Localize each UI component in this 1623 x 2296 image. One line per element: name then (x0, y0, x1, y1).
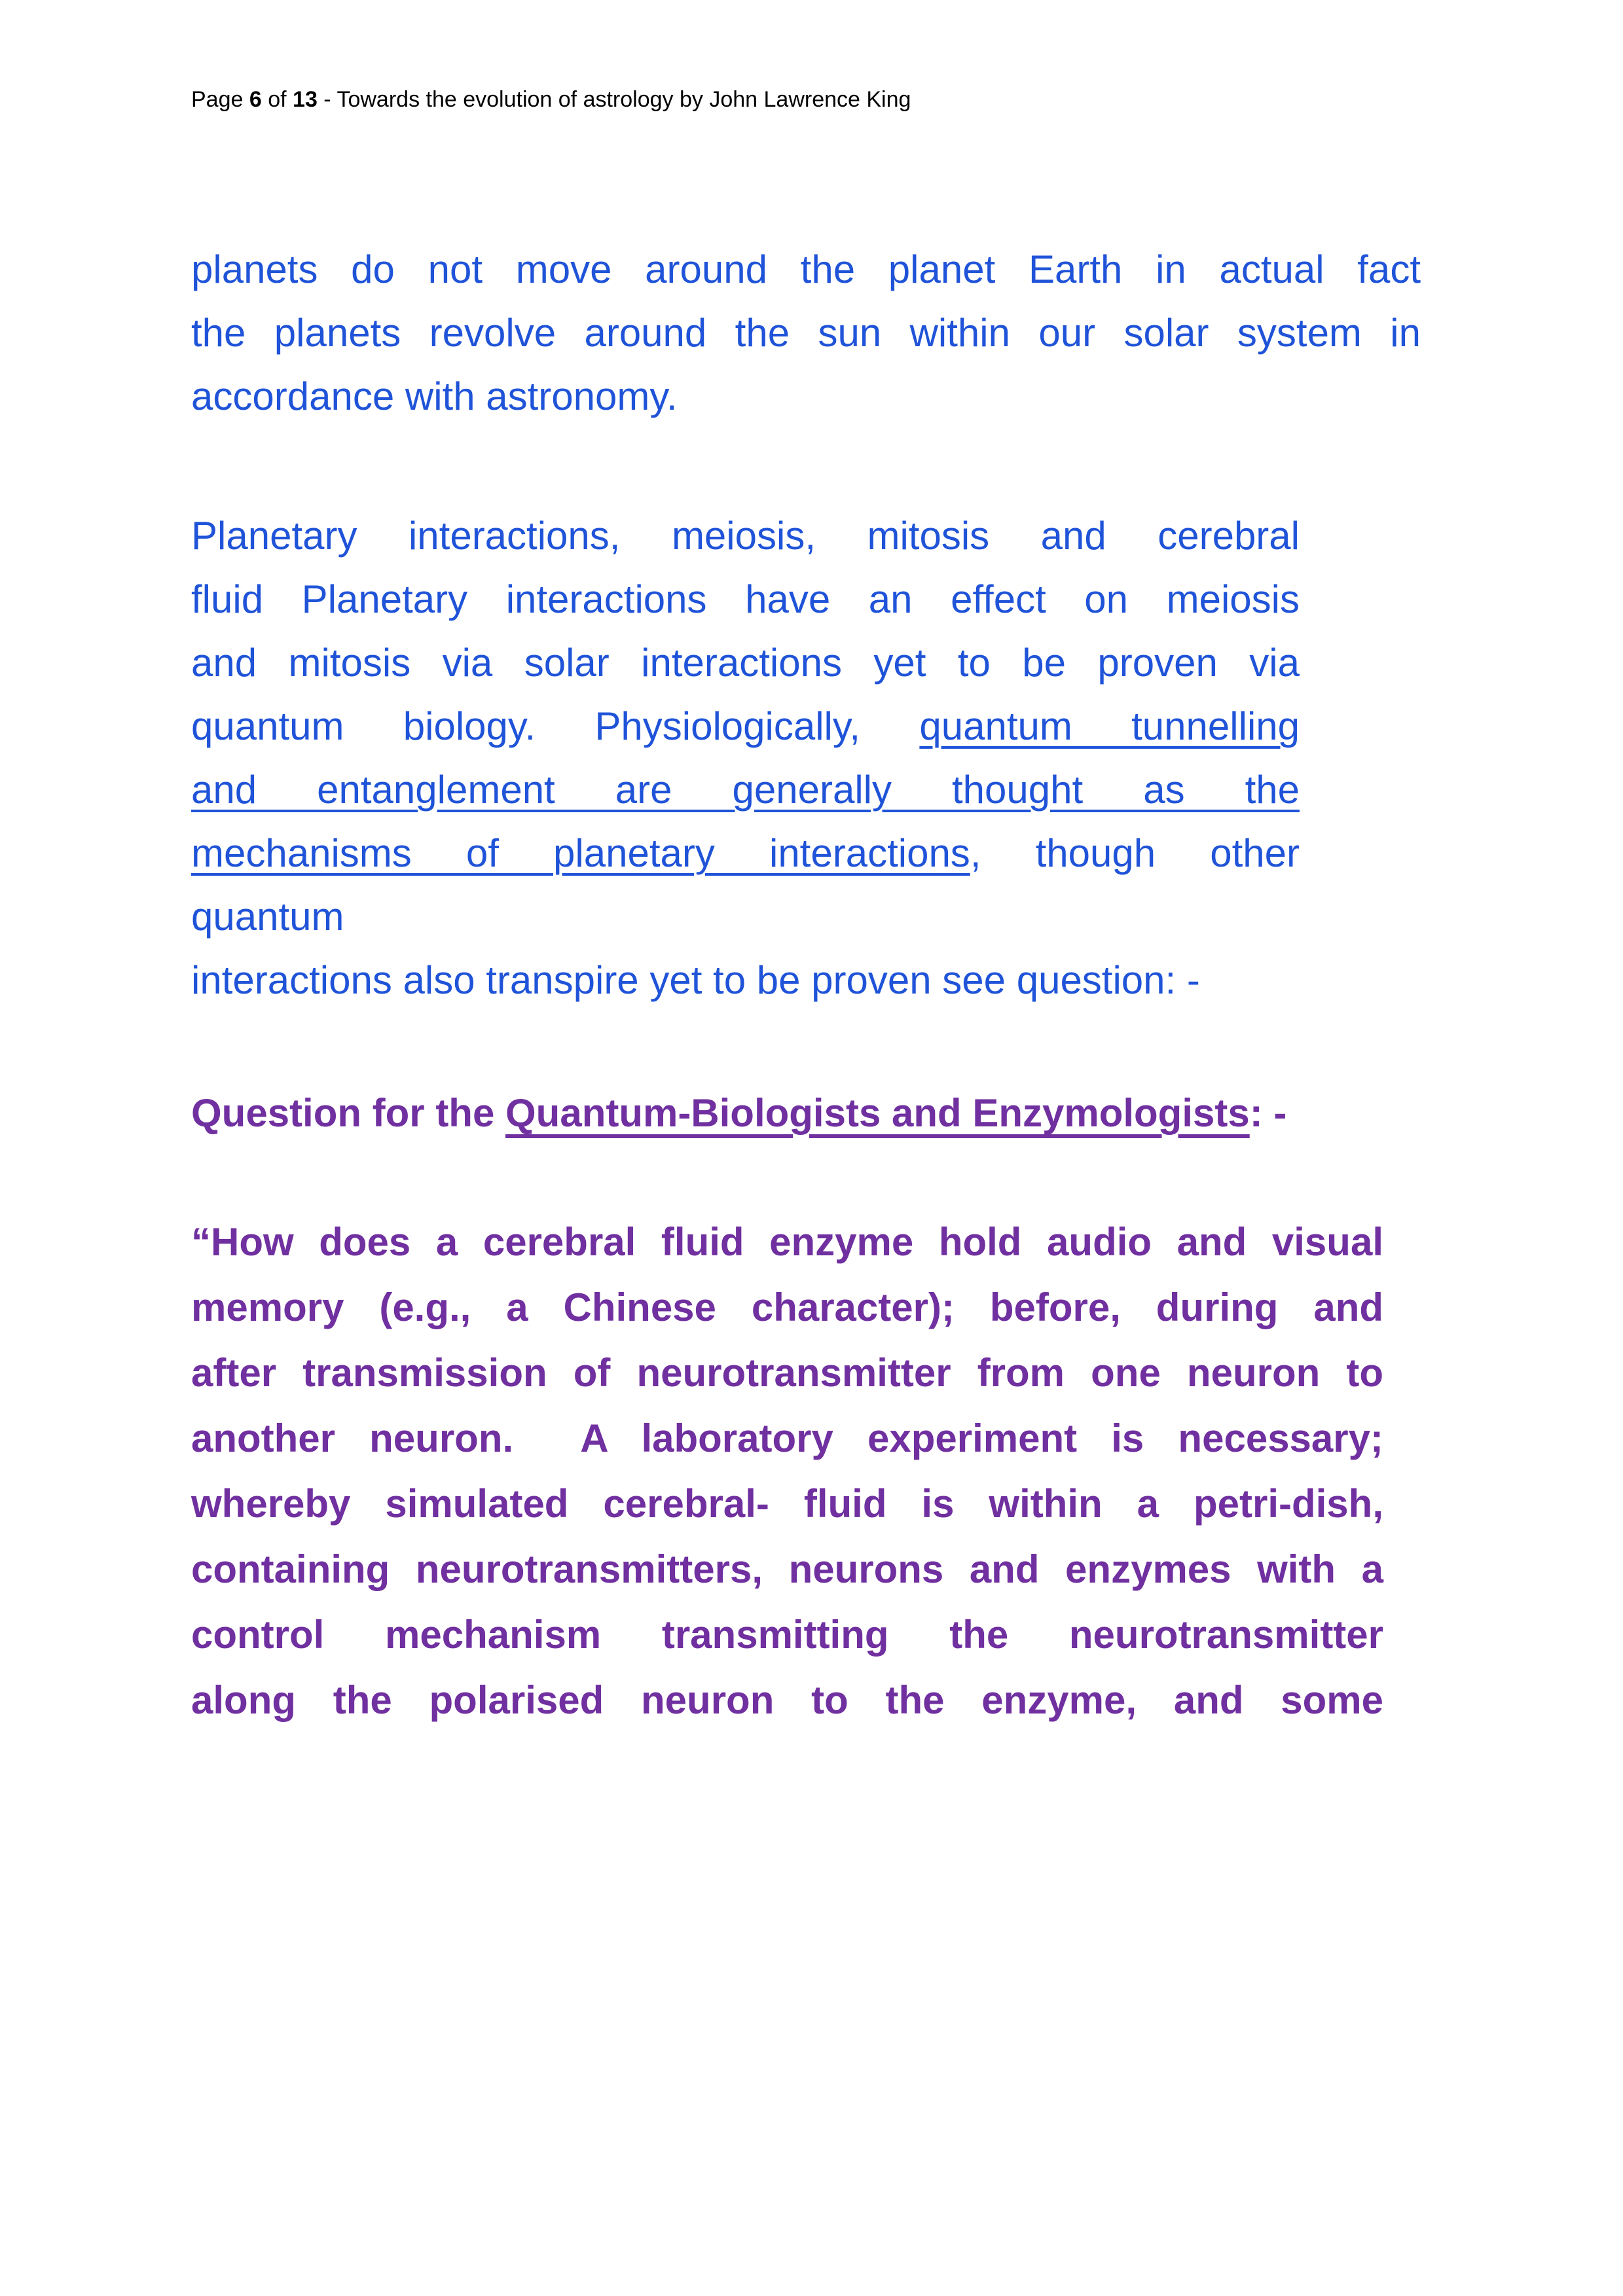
underlined-text: Quantum-Biologists and Enzymologists (505, 1091, 1250, 1135)
total-pages: 13 (293, 87, 318, 112)
text-line (191, 1081, 1421, 1145)
underlined-text: and entanglement are generally thought as the (191, 768, 1300, 812)
text-line: and mitosis via solar interactions yet to be proven via (191, 641, 1300, 685)
text-line: “How does a cerebral fluid enzyme hold audio and visual (191, 1220, 1383, 1264)
document-title: - Towards the evolution of astrology by John Lawrence King (317, 87, 911, 112)
text-line: planets do not move around the planet Earth in actual fact (191, 247, 1421, 291)
text-line: another neuron. A laboratory experiment is necessary; (191, 1416, 1383, 1460)
text-line (191, 758, 1300, 821)
text-line: the planets revolve around the sun within our solar system in (191, 311, 1421, 355)
paragraph-intro (191, 238, 1421, 428)
question-heading (191, 1081, 1421, 1145)
text-line: interactions also transpire yet to be proven see question: - (191, 958, 1200, 1002)
header-prefix: Page (191, 87, 249, 112)
plain-text: Question for the (191, 1091, 505, 1135)
plain-text: quantum biology. Physiologically, (191, 704, 920, 748)
plain-text: , though other (970, 831, 1300, 875)
text-line: fluid Planetary interactions have an effect on meiosis (191, 577, 1300, 621)
text-line: whereby simulated cerebral- fluid is within a petri-dish, (191, 1482, 1383, 1526)
text-line: containing neurotransmitters, neurons and enzymes with a (191, 1547, 1383, 1591)
plain-text: : - (1249, 1091, 1287, 1135)
paragraph-question-body (191, 1210, 1383, 1733)
underlined-text: quantum tunnelling (919, 704, 1300, 748)
text-line (191, 821, 1300, 885)
text-line: after transmission of neurotransmitter from one neuron to (191, 1351, 1383, 1395)
underlined-text: mechanisms of planetary interactions (191, 831, 970, 875)
text-line: quantum (191, 895, 344, 939)
text-line: along the polarised neuron to the enzyme, and some (191, 1678, 1383, 1722)
text-line: control mechanism transmitting the neurotransmitter (191, 1613, 1383, 1657)
page-number: 6 (249, 87, 262, 112)
text-line: memory (e.g., a Chinese character); before, during and (191, 1285, 1383, 1329)
text-line (191, 694, 1300, 758)
page-header (191, 85, 1435, 114)
text-line: accordance with astronomy. (191, 374, 678, 418)
header-middle: of (261, 87, 293, 112)
text-line: Planetary interactions, meiosis, mitosis and cerebral (191, 514, 1300, 558)
paragraph-planetary-interactions (191, 504, 1300, 1012)
